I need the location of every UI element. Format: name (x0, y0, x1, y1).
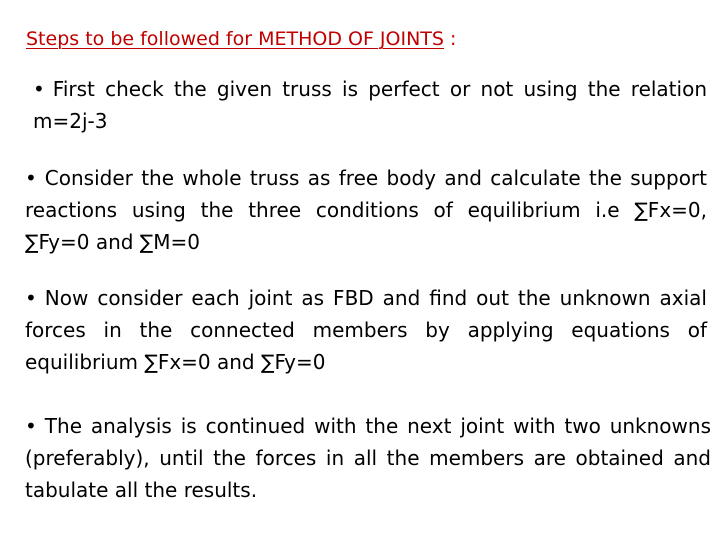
bullet-icon: • (25, 414, 37, 438)
bullet-icon: • (25, 166, 37, 190)
step-3 (25, 282, 707, 378)
slide-title (26, 26, 456, 52)
slide-title-colon: : (443, 28, 457, 50)
step-2-text: Consider the whole truss as free body and calculate the support reactions using the three conditions of equilibrium i.e ∑Fx=0, ∑Fy=0 and ∑M=0 (25, 166, 707, 254)
step-4 (25, 410, 711, 506)
step-1-text: First check the given truss is perfect or not using the relation m=2j-3 (33, 77, 707, 133)
step-2 (25, 162, 707, 258)
bullet-icon: • (25, 286, 37, 310)
bullet-icon: • (33, 77, 45, 101)
slide-title-text: Steps to be followed for METHOD OF JOINTS (26, 28, 444, 50)
step-4-text: The analysis is continued with the next joint with two unknowns (preferably), until the forces in all the members are obtained and tabulate all the results. (25, 414, 711, 502)
step-3-text: Now consider each joint as FBD and find out the unknown axial forces in the connected members by applying equations of equilibrium ∑Fx=0 and ∑Fy=0 (25, 286, 707, 374)
step-1 (33, 73, 707, 137)
